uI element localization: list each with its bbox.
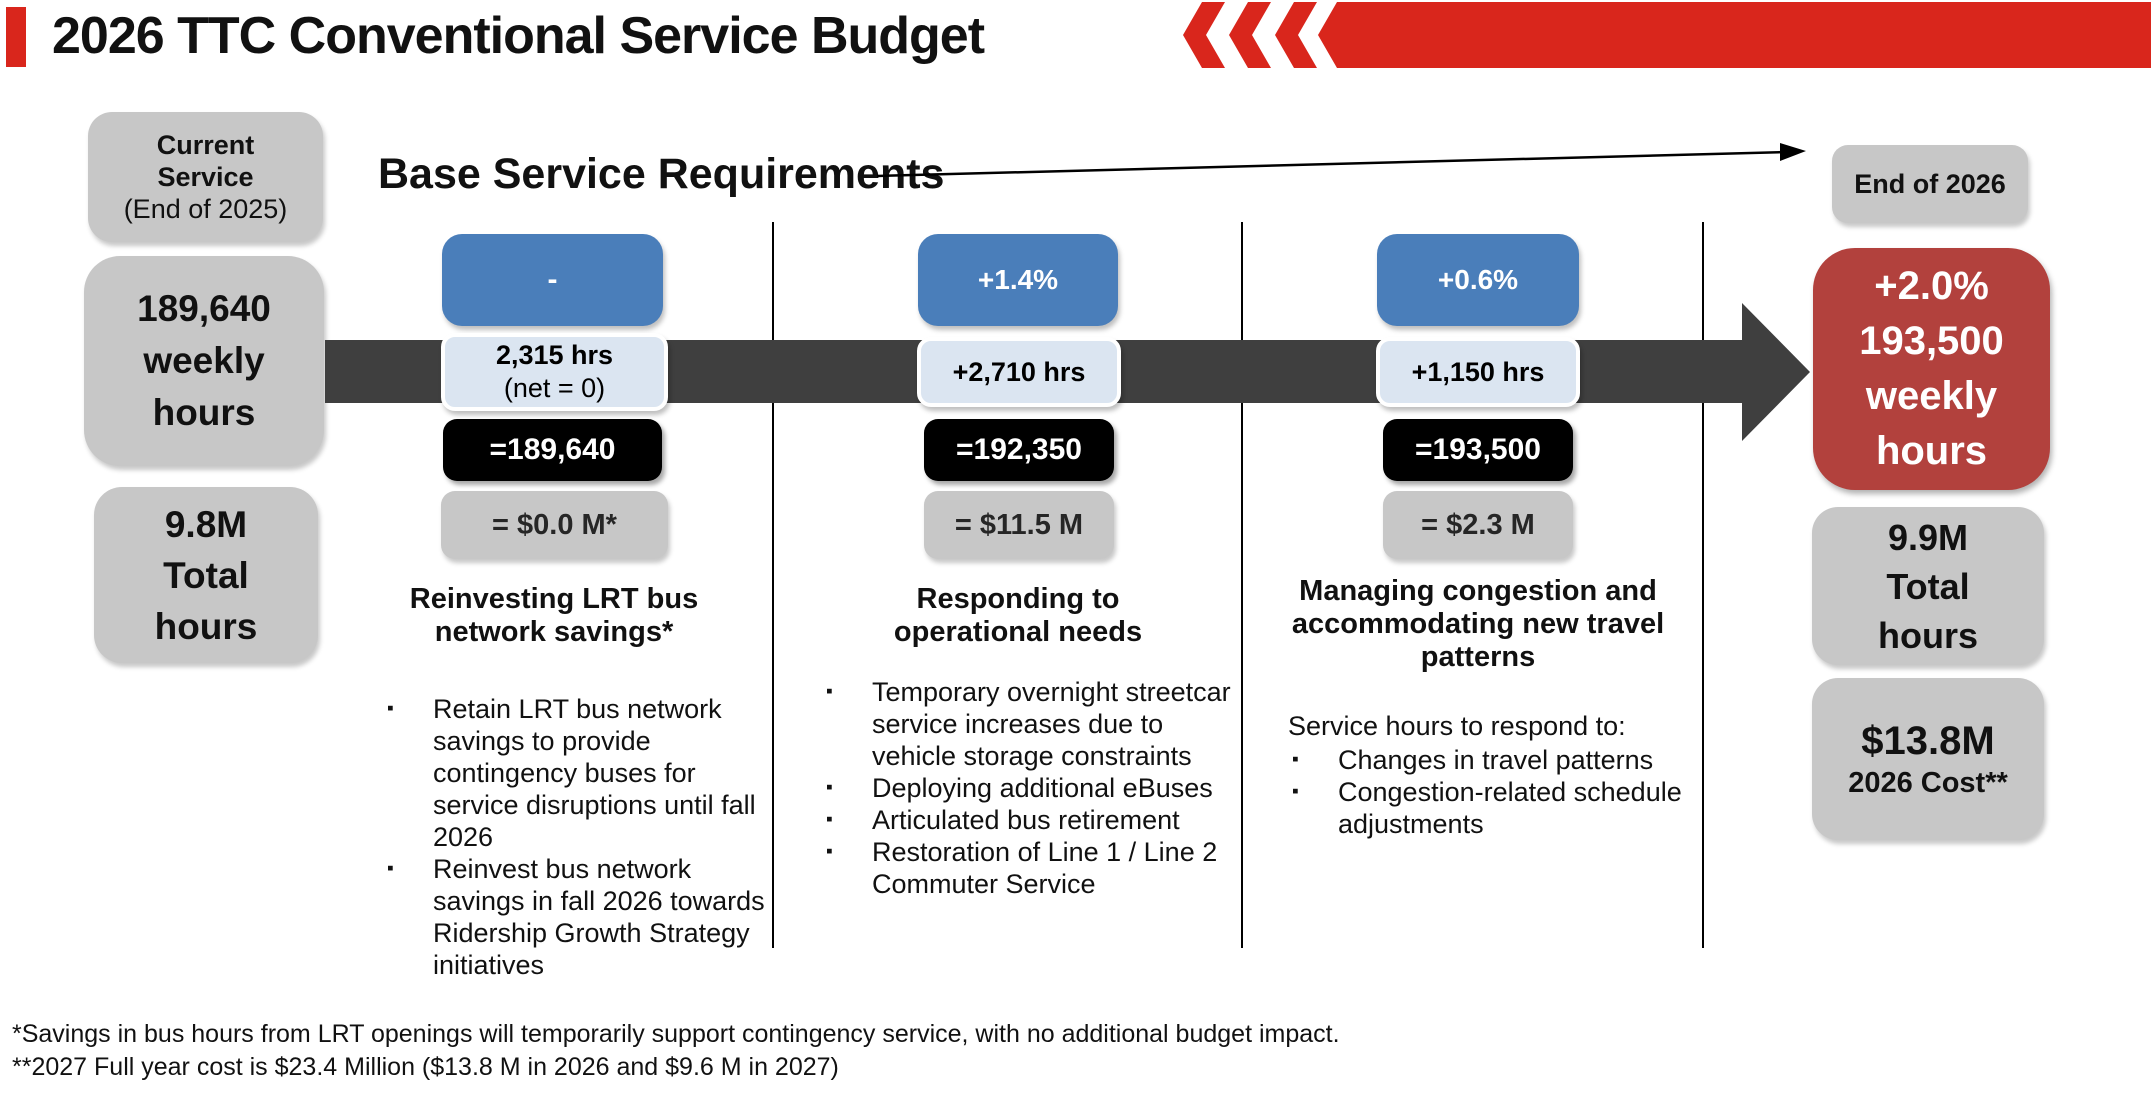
- pct-box-col1: -: [442, 234, 663, 326]
- result-2026-box: [1813, 248, 2050, 490]
- weekly-hours-line: weekly: [143, 340, 265, 381]
- result-line: hours: [1875, 429, 1988, 473]
- bullet-text: Deploying additional eBuses: [872, 773, 1213, 803]
- column-divider: [1702, 222, 1704, 948]
- col2-bullets: [822, 676, 1232, 900]
- footnote-2: **2027 Full year cost is $23.4 Million ($13.8 M in 2026 and $9.6 M in 2027): [12, 1053, 839, 1081]
- bullet-text: Changes in travel patterns: [1338, 745, 1654, 775]
- col3-heading: Managing congestion and accommodating new travel patterns: [1291, 575, 1665, 673]
- cost-value: $13.8M: [1861, 719, 1995, 763]
- total-box-col3: =193,500: [1383, 419, 1573, 481]
- total-hours-2026-box: [1812, 507, 2044, 665]
- pct-box-col2: +1.4%: [918, 234, 1118, 326]
- col1-heading: Reinvesting LRT bus network savings*: [409, 583, 699, 648]
- bullet-text: Reinvest bus network savings in fall 2026 towards Ridership Growth Strategy initiatives: [433, 854, 765, 980]
- cost-label: 2026 Cost**: [1848, 767, 2008, 799]
- timeline-arrow-icon: [872, 142, 1817, 186]
- hours-value: 2,315 hrs: [495, 340, 614, 370]
- bullet-marker-icon: ▪: [826, 809, 833, 830]
- end-of-2026-box: End of 2026: [1832, 145, 2028, 223]
- total-hours-2025-box: [94, 487, 318, 663]
- hours-box-col2: [917, 337, 1121, 407]
- total-hours-line: Total: [1886, 565, 1970, 607]
- title-accent-bar: [6, 7, 26, 67]
- bullet-item: [822, 772, 1232, 804]
- page-title: 2026 TTC Conventional Service Budget: [52, 7, 985, 65]
- bullet-item: [1288, 744, 1693, 776]
- bullet-marker-icon: ▪: [826, 681, 833, 702]
- total-hours-line: hours: [154, 605, 258, 647]
- bullet-marker-icon: ▪: [387, 858, 394, 879]
- weekly-hours-line: hours: [152, 392, 256, 433]
- column-divider: [1241, 222, 1243, 948]
- result-line: 193,500: [1859, 319, 2004, 363]
- bullet-item: [383, 853, 778, 981]
- bullet-item: [822, 836, 1232, 900]
- pct-box-col3: +0.6%: [1377, 234, 1579, 326]
- flow-heading: Base Service Requirements: [378, 150, 945, 198]
- col3-bullets: [1288, 744, 1693, 840]
- cost-box-col2: = $11.5 M: [924, 491, 1114, 559]
- hours-net: (net = 0): [503, 373, 606, 403]
- total-hours-line: hours: [1877, 614, 1978, 656]
- total-box-col1: =189,640: [443, 419, 662, 481]
- bullet-text: Retain LRT bus network savings to provide contingency buses for service disruptions until fall 2026: [433, 694, 756, 852]
- weekly-hours-2025-box: [84, 256, 324, 466]
- bullet-item: [1288, 776, 1693, 840]
- hours-value: +1,150 hrs: [1411, 356, 1545, 387]
- col1-bullets: [383, 693, 778, 981]
- total-box-col2: =192,350: [924, 419, 1114, 481]
- cost-box-col3: = $2.3 M: [1383, 491, 1573, 559]
- total-hours-line: Total: [163, 554, 249, 596]
- bullet-marker-icon: ▪: [1292, 749, 1299, 770]
- bullet-item: [822, 804, 1232, 836]
- footnotes: [12, 1018, 1340, 1084]
- chevrons-banner-icon: [1181, 2, 2151, 68]
- col3-intro: Service hours to respond to:: [1288, 711, 1626, 741]
- bullet-marker-icon: ▪: [826, 777, 833, 798]
- hours-box-col3: [1376, 337, 1580, 407]
- bullet-text: Congestion-related schedule adjustments: [1338, 777, 1682, 839]
- weekly-hours-line: 189,640: [137, 288, 271, 329]
- total-hours-line: 9.9M: [1887, 516, 1969, 558]
- cost-2026-box: [1812, 678, 2044, 840]
- col2-heading: Responding to operational needs: [893, 583, 1143, 648]
- current-service-title: Current Service: [156, 130, 255, 192]
- total-hours-line: 9.8M: [164, 503, 248, 545]
- bullet-marker-icon: ▪: [1292, 781, 1299, 802]
- bullet-item: [383, 693, 778, 853]
- bullet-text: Articulated bus retirement: [872, 805, 1180, 835]
- bullet-marker-icon: ▪: [826, 841, 833, 862]
- hours-value: +2,710 hrs: [952, 356, 1086, 387]
- current-service-box: [88, 112, 323, 242]
- current-service-sub: (End of 2025): [123, 194, 288, 224]
- bullet-item: [822, 676, 1232, 772]
- cost-box-col1: = $0.0 M*: [441, 491, 668, 559]
- bullet-marker-icon: ▪: [387, 698, 394, 719]
- footnote-1: *Savings in bus hours from LRT openings will temporarily support contingency service, with no additional budget impact.: [12, 1020, 1340, 1048]
- flow-arrow-head-icon: [1742, 303, 1810, 441]
- result-line: weekly: [1865, 374, 1998, 418]
- bullet-text: Restoration of Line 1 / Line 2 Commuter Service: [872, 837, 1218, 899]
- bullet-text: Temporary overnight streetcar service increases due to vehicle storage constraints: [872, 677, 1231, 771]
- result-line: +2.0%: [1874, 264, 1989, 308]
- hours-box-col1: [441, 333, 668, 411]
